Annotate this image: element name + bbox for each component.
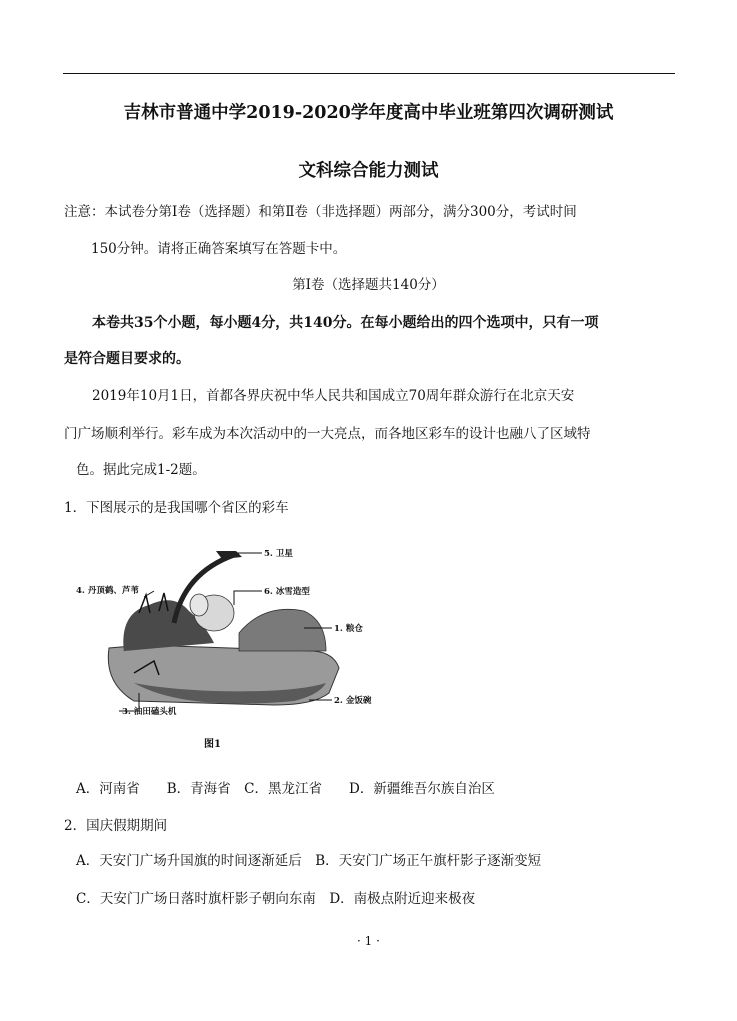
- section-instruction-line-2: 是符合题目要求的。: [64, 351, 190, 367]
- section-title: 第Ⅰ卷（选择题共140分）: [292, 277, 445, 293]
- label-crane: 4. 丹顶鹤、芦苇: [76, 586, 139, 596]
- satellite: [216, 551, 242, 559]
- label-granary: 1. 粮仓: [334, 624, 363, 634]
- section-instruction-line-1: 本卷共35个小题，每小题4分，共140分。在每小题给出的四个选项中，只有一项: [92, 315, 599, 331]
- float-figure: [64, 533, 414, 758]
- header-rule: [63, 73, 675, 74]
- notice-line-2: 150分钟。请将正确答案填写在答题卡中。: [91, 241, 347, 257]
- page-title: 吉林市普通中学2019-2020学年度高中毕业班第四次调研测试: [123, 103, 614, 123]
- question-2-options-line-2: C．天安门广场日落时旗杆影子朝向东南 D．南极点附近迎来极夜: [76, 891, 476, 907]
- notice-line-1: 注意：本试卷分第Ⅰ卷（选择题）和第Ⅱ卷（非选择题）两部分，满分300分，考试时间: [64, 204, 577, 220]
- passage-line-3: 色。据此完成1-2题。: [76, 462, 206, 478]
- page-number: · 1 ·: [357, 934, 380, 948]
- figure-caption: 图1: [204, 739, 221, 750]
- question-1-options: A．河南省 B．青海省 C．黑龙江省 D．新疆维吾尔族自治区: [76, 781, 495, 797]
- question-2-options-line-1: A．天安门广场升国旗的时间逐渐延后 B．天安门广场正午旗杆影子逐渐变短: [76, 853, 542, 869]
- label-ice: 6. 冰雪造型: [264, 587, 310, 597]
- ice-sculpture-2: [190, 594, 208, 616]
- question-2-stem: 2．国庆假期期间: [64, 818, 168, 834]
- label-bowl: 2. 金饭碗: [334, 696, 372, 706]
- question-1-stem: 1．下图展示的是我国哪个省区的彩车: [64, 500, 289, 516]
- page-subtitle: 文科综合能力测试: [298, 161, 439, 181]
- granary-hill: [239, 609, 326, 651]
- label-satellite: 5. 卫星: [264, 549, 293, 559]
- passage-line-1: 2019年10月1日，首都各界庆祝中华人民共和国成立70周年群众游行在北京天安: [92, 388, 575, 404]
- passage-line-2: 门广场顺利举行。彩车成为本次活动中的一大亮点，而各地区彩车的设计也融八了区域特: [64, 426, 591, 442]
- label-oil: 3. 油田磕头机: [122, 707, 177, 717]
